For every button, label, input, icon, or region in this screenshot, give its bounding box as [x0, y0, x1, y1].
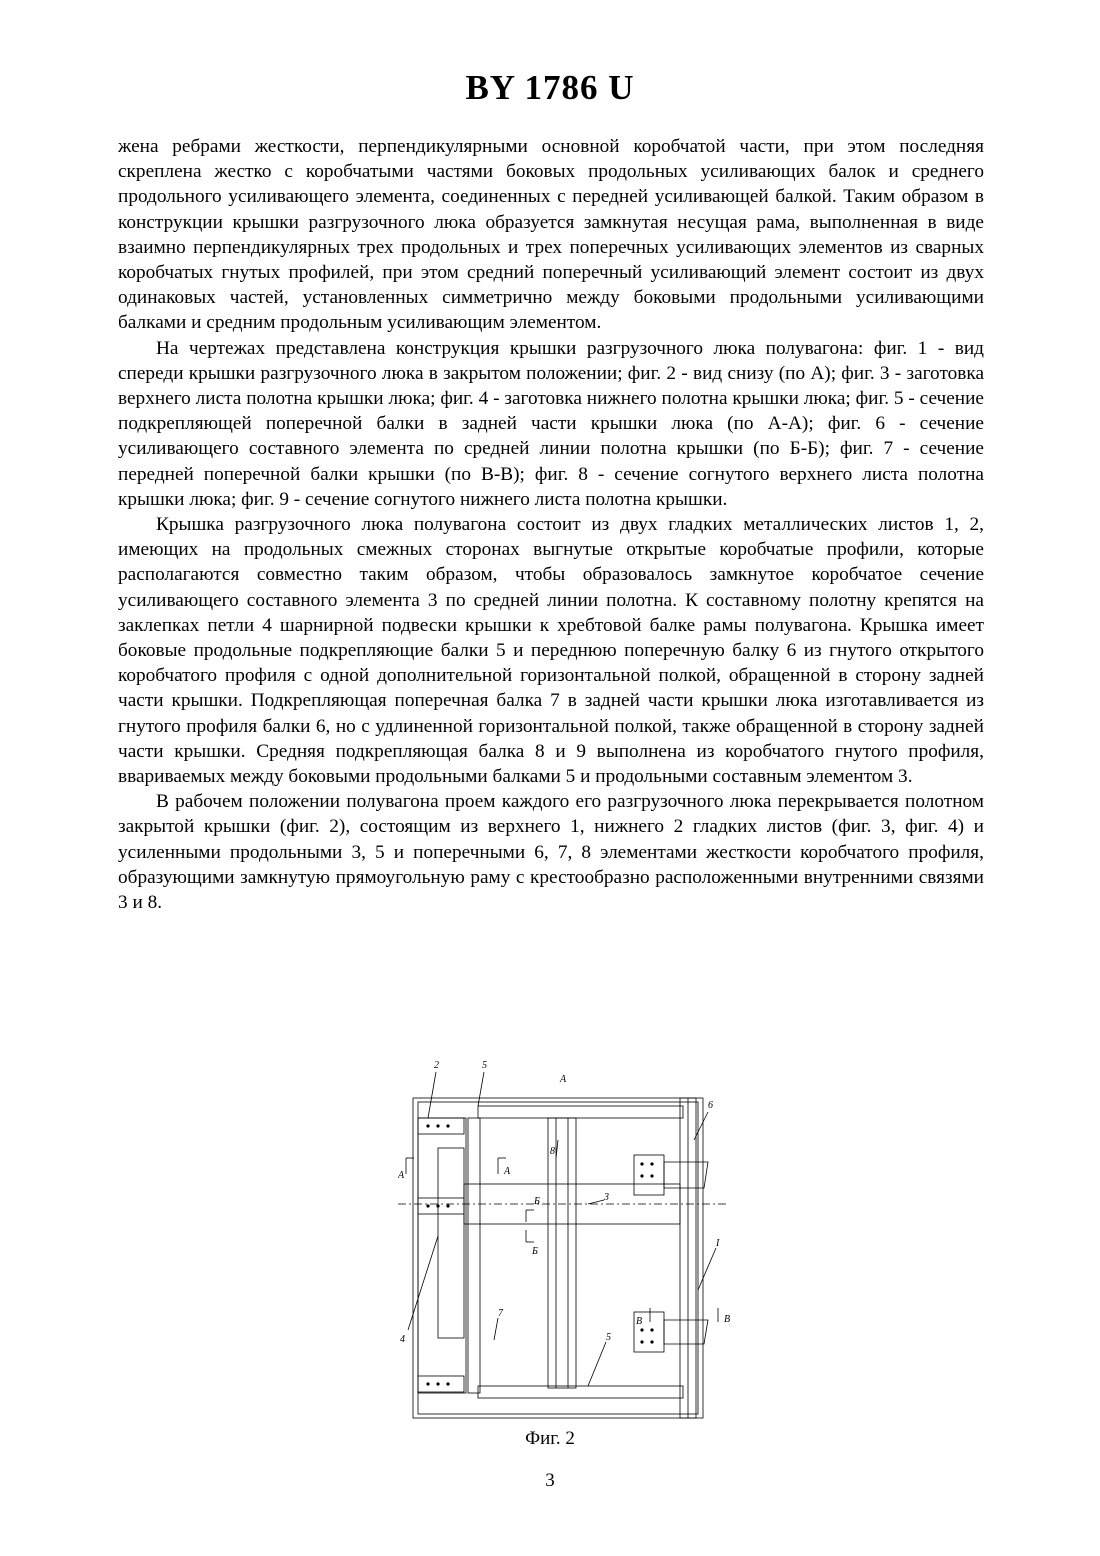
label-a-top: А: [560, 1074, 567, 1085]
label-2: 2: [434, 1060, 439, 1071]
bracket-bottom-arm: [664, 1320, 708, 1344]
figure-2-drawing: [398, 1050, 743, 1430]
technical-drawing: [398, 1050, 743, 1430]
hinge-top: [418, 1118, 464, 1134]
rear-beam-7: [468, 1118, 480, 1393]
rivet-dots: [426, 1124, 653, 1385]
label-6: 6: [708, 1100, 713, 1111]
body-text: [118, 134, 984, 915]
label-v-2: В: [724, 1314, 731, 1325]
bracket-top: [634, 1155, 664, 1195]
page-number: 3: [545, 1470, 555, 1491]
paragraph-4: В рабочем положении полувагона проем каждого его разгрузочного люка перекрывается полотном закрытой крышки (фиг. 2), состоящим из верхнего 1, нижнего 2 гладких листов (фиг. 3, фиг. 4) и усиленными продольными 3, 5 и поперечными 6, 7, 8 элементами жесткости коробчатого профиля, образующими замкнутую прямоугольную раму с крестообразно расположенными внутренними связями 3 и 8.: [118, 791, 984, 914]
paragraph-1: жена ребрами жесткости, перпендикулярными основной коробчатой части, при этом последняя скреплена жестко с коробчатыми частями боковых продольных усиливающих балок и среднего продольного усиливающего элемента, соединенных с передней усиливающей балкой. Таким образом в конструкции крышки разгрузочного люка образуется замкнутая несущая рама, выполненная в виде взаимно перпендикулярных трех продольных и трех поперечных усиливающих элементов из сварных коробчатых гнутых профилей, при этом средний поперечный усиливающий элемент состоит из двух одинаковых частей, установленных симметрично между боковыми продольными усиливающими балками и средним продольным усиливающим элементом.: [118, 136, 984, 334]
paragraph-2: На чертежах представлена конструкция крышки разгрузочного люка полувагона: фиг. 1 - вид спереди крышки разгрузочного люка в закрытом положении; фиг. 2 - вид снизу (по А); фиг. 3 - заготовка верхнего листа полотна крышки люка; фиг. 4 - заготовка нижнего полотна крышки люка; фиг. 5 - сечение подкрепляющей поперечной балки в задней части крышки люка (по А-А); фиг. 6 - сечение усиливающего составного элемента по средней линии полотна крышки (по Б-Б); фиг. 7 - сечение передней поперечной балки крышки (по В-В); фиг. 8 - сечение согнутого верхнего листа полотна крышки люка; фиг. 9 - сечение согнутого нижнего листа полотна крышки.: [118, 337, 984, 510]
label-3: 3: [604, 1192, 609, 1203]
label-7: 7: [498, 1308, 503, 1319]
label-v-1: В: [636, 1316, 643, 1327]
side-beam-5-top: [478, 1106, 683, 1118]
label-5-bottom: 5: [606, 1332, 611, 1343]
patent-number-header: BY 1786 U: [465, 68, 635, 107]
hinge-strip: [418, 1118, 466, 1393]
hinge-middle: [418, 1198, 464, 1214]
paragraph-3: Крышка разгрузочного люка полувагона состоит из двух гладких металлических листов 1, 2, имеющих на продольных смежных сторонах выгнутые открытые коробчатые профили, которые располагаются совместно таким образом, чтобы образовалось замкнутое коробчатое сечение усиливающего составного элемента 3 по средней линии полотна. К составному полотну крепятся на заклепках петли 4 шарнирной подвески крышки к хребтовой балке рамы полувагона. Крышка имеет боковые продольные подкрепляющие балки 5 и переднюю поперечную балку 6 из гнутого открытого коробчатого профиля с одной дополнительной горизонтальной полкой, обращенной в сторону задней части крышки. Подкрепляющая поперечная балка 7 в задней части крышки люка изготавливается из гнутого профиля балки 6, но с удлиненной горизонтальной полкой, также обращенной в сторону задней части крышки. Средняя подкрепляющая балка 8 и 9 выполнена из коробчатого гнутого профиля, ввариваемых между боковыми продольными балками 5 и продольными составным элементом 3.: [118, 514, 984, 788]
figure-caption: Фиг. 2: [525, 1428, 575, 1449]
label-b-bottom: Б: [532, 1246, 538, 1257]
label-4: 4: [400, 1334, 405, 1345]
side-beam-5-bottom: [478, 1386, 683, 1398]
outer-frame: [413, 1098, 703, 1418]
hinge-bottom: [418, 1376, 464, 1392]
label-a-left: А: [398, 1170, 405, 1181]
inner-frame: [418, 1102, 698, 1414]
label-a-inner: А: [504, 1166, 511, 1177]
label-1: I: [716, 1238, 720, 1249]
middle-beam-8: [548, 1118, 576, 1388]
label-5-top: 5: [482, 1060, 487, 1071]
label-b-top: Б: [534, 1196, 540, 1207]
label-8: 8: [550, 1146, 555, 1157]
